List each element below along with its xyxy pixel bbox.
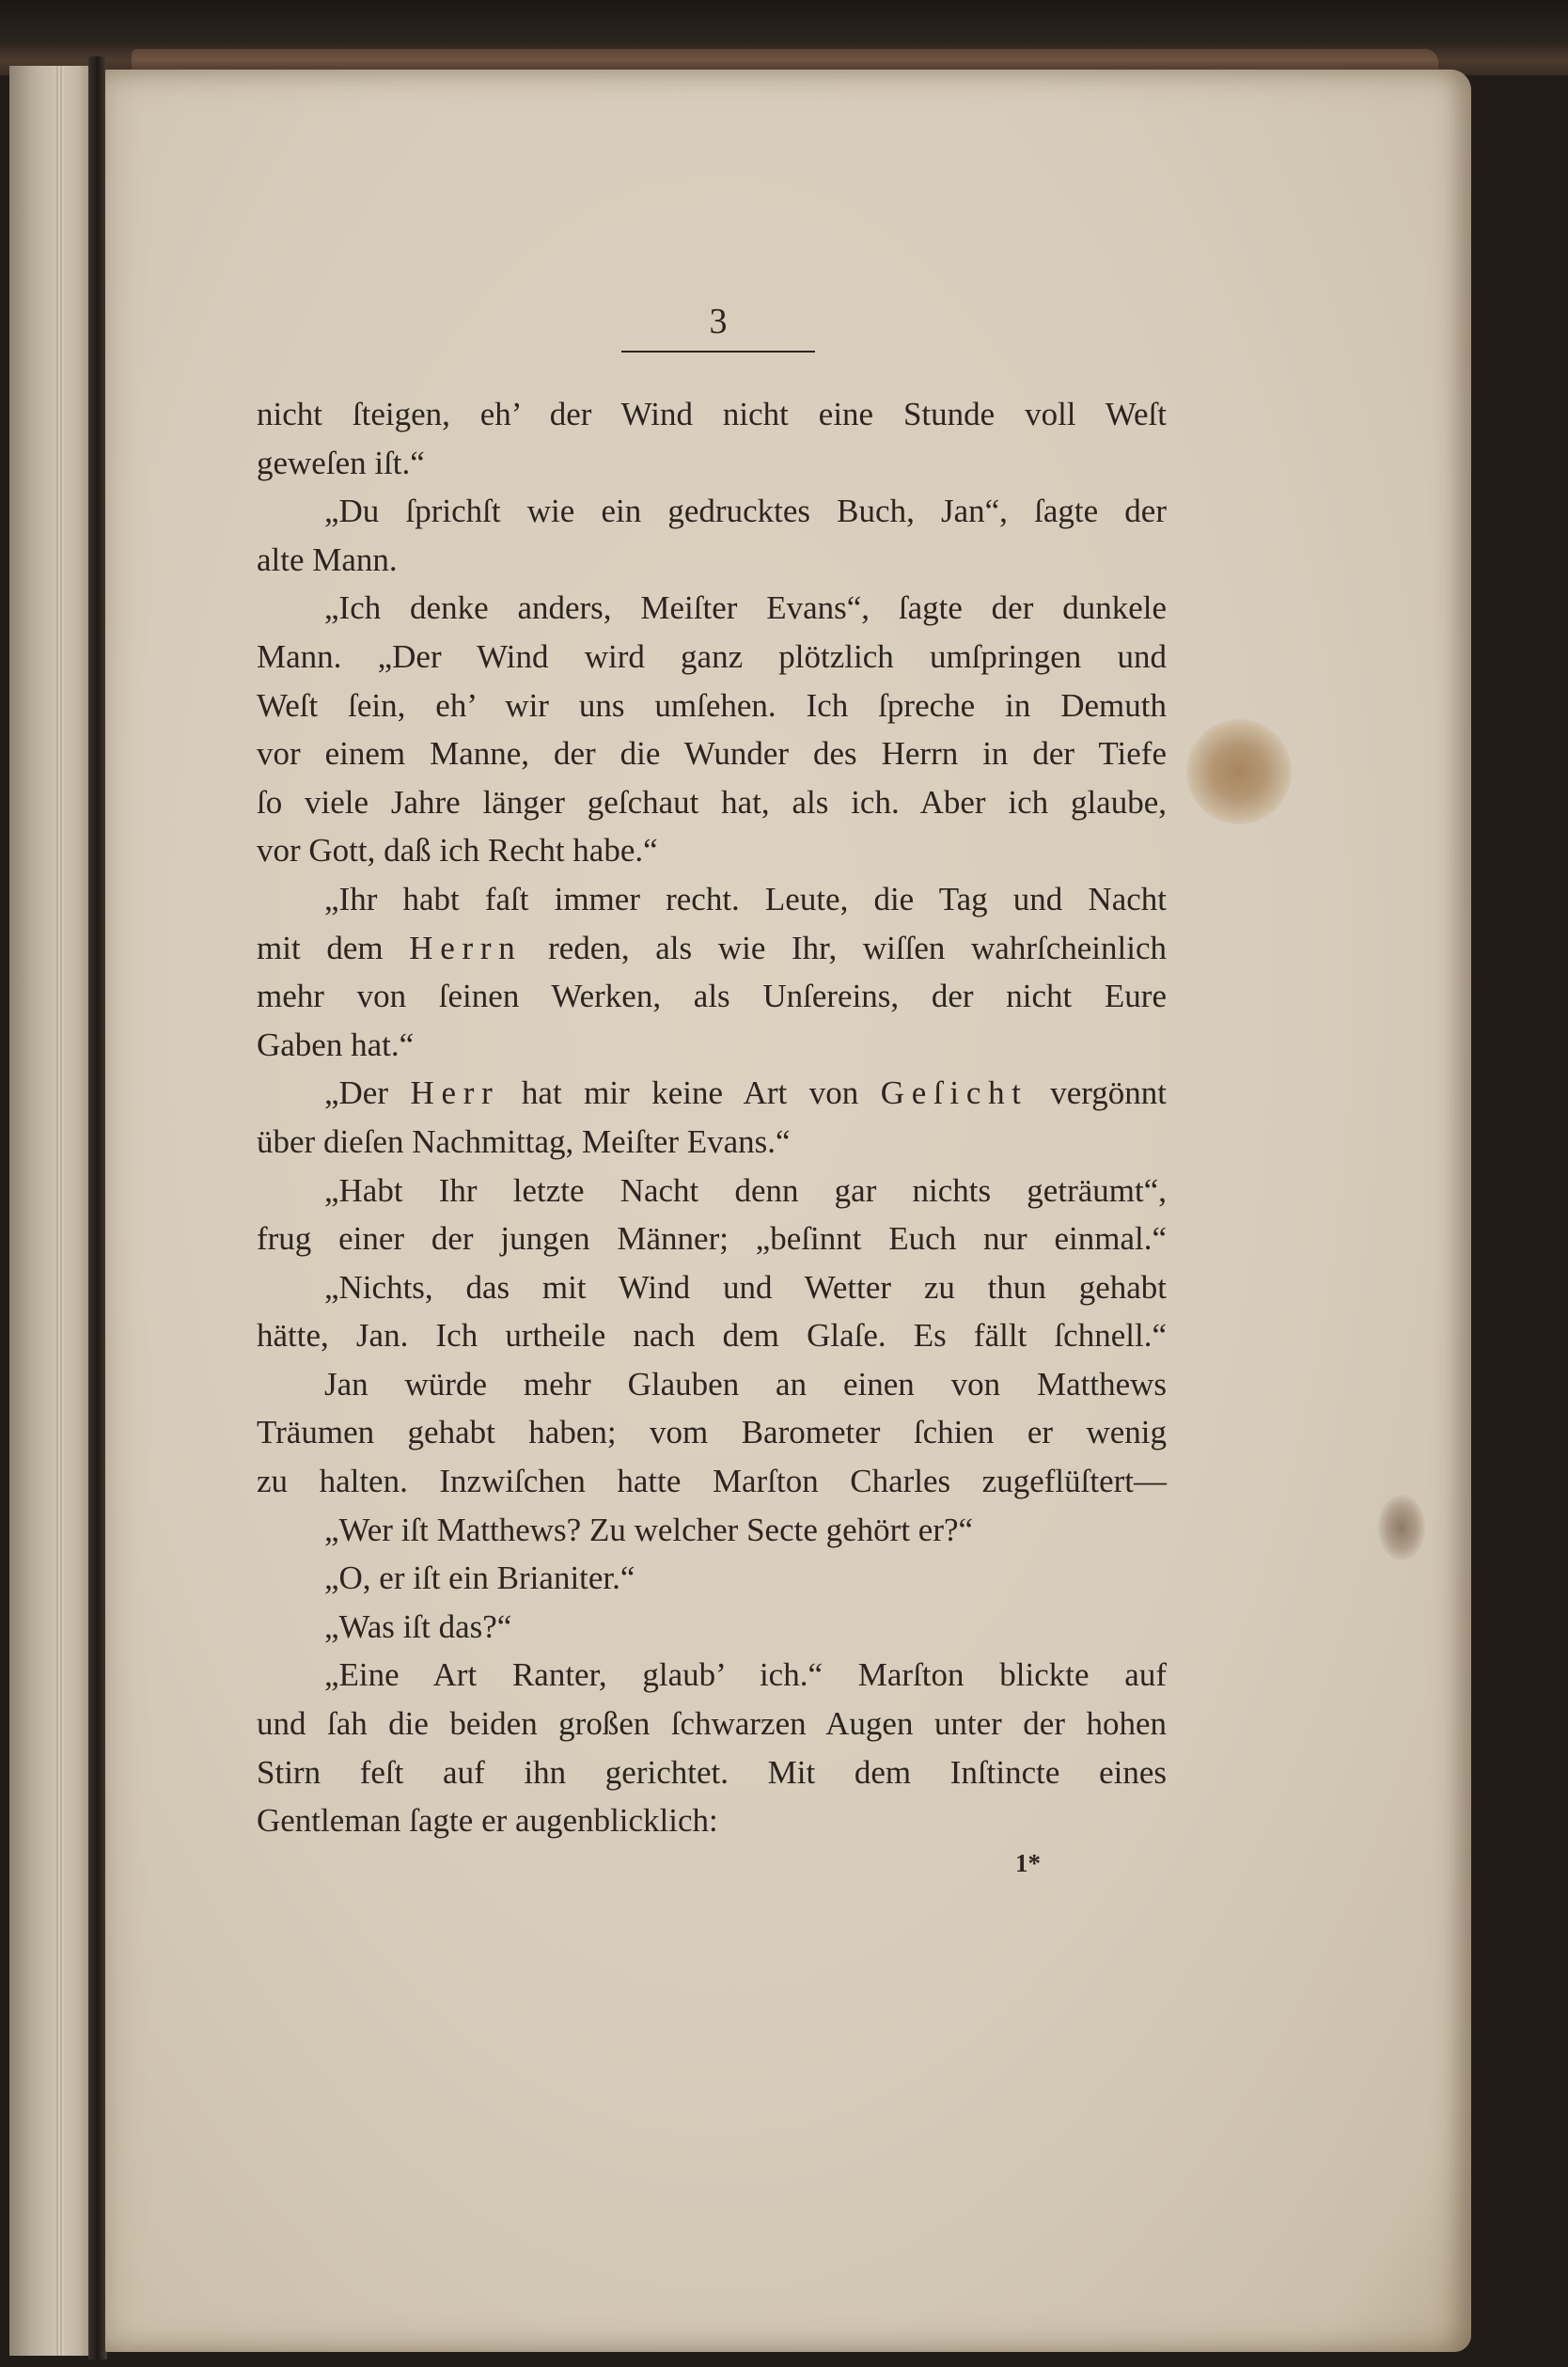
text-segment: hat mir keine Art von [499, 1074, 881, 1112]
signature-mark: 1* [1015, 1849, 1041, 1877]
text-line: „Eine Art Ranter, glaub’ ich.“ Marſton blickte auf [324, 1656, 1167, 1694]
text-line: „Habt Ihr letzte Nacht denn gar nichts geträumt“, [324, 1171, 1167, 1209]
text-line: Gaben hat.“ [257, 1026, 415, 1063]
text-line: „Nichts, das mit Wind und Wetter zu thun gehabt [324, 1268, 1167, 1306]
text-line: frug einer der jungen Männer; „beſinnt Euch nur einmal.“ [257, 1220, 1167, 1258]
text-line: ſo viele Jahre länger geſchaut hat, als ich. Aber ich glaube, [257, 783, 1167, 821]
text-line: nicht ſteigen, eh’ der Wind nicht eine Stunde voll Weſt [257, 396, 1167, 432]
text-line: Gentleman ſagte er augenblicklich: [257, 1802, 718, 1840]
text-line: zu halten. Inzwiſchen hatte Marſton Charles zugeflüſtert— [257, 1463, 1167, 1500]
text-line [257, 924, 1167, 973]
text-line: geweſen iſt.“ [257, 444, 425, 481]
text-line: „O, er iſt ein Brianiter.“ [324, 1560, 635, 1597]
text-line: Jan würde mehr Glauben an einen von Matthews [324, 1365, 1167, 1403]
text-line: vor einem Manne, der die Wunder des Herrn in der Tiefe [257, 735, 1167, 773]
text-line: „Was iſt das?“ [324, 1607, 512, 1645]
spaced-word: Herrn [409, 929, 523, 966]
text-line: vor Gott, daß ich Recht habe.“ [257, 832, 658, 870]
text-line: „Ihr habt faſt immer recht. Leute, die Tag und Nacht [324, 880, 1167, 917]
text-line: und ſah die beiden großen ſchwarzen Augen unter der hohen [257, 1705, 1167, 1743]
text-line: Weſt ſein, eh’ wir uns umſehen. Ich ſpreche in Demuth [257, 686, 1167, 724]
text-line: „Wer iſt Matthews? Zu welcher Secte gehört er?“ [324, 1511, 974, 1548]
paper-stain [1378, 1495, 1425, 1560]
text-line: „Du ſprichſt wie ein gedrucktes Buch, Jan“, ſagte der [324, 493, 1167, 530]
spaced-word: Herr [410, 1074, 500, 1112]
text-segment: „Der [324, 1074, 411, 1112]
text-line: hätte, Jan. Ich urtheile nach dem Glaſe. Es fällt ſchnell.“ [257, 1317, 1167, 1355]
text-line: „Ich denke anders, Meiſter Evans“, ſagte der dunkele [324, 589, 1167, 627]
spaced-word: Geſicht [880, 1074, 1028, 1112]
page-number-rule [621, 351, 815, 353]
left-page-edge [9, 66, 90, 2356]
binding-edge [132, 49, 1438, 71]
text-segment: mit dem [257, 929, 410, 966]
body-text [257, 390, 1167, 1845]
page-stack-edges [56, 66, 64, 2356]
text-segment: vergönnt [1027, 1074, 1167, 1112]
text-line: Träumen gehabt haben; vom Barometer ſchien er wenig [257, 1414, 1167, 1451]
text-line: alte Mann. [257, 541, 398, 578]
text-line: über dieſen Nachmittag, Meiſter Evans.“ [257, 1122, 791, 1160]
page-number: 3 [709, 302, 728, 341]
text-line: Stirn feſt auf ihn gerichtet. Mit dem Inſtincte eines [257, 1753, 1167, 1791]
text-line: Mann. „Der Wind wird ganz plötzlich umſpringen und [257, 637, 1167, 675]
text-line: mehr von ſeinen Werken, als Unſereins, der nicht Eure [257, 978, 1167, 1015]
text-line [257, 1069, 1167, 1118]
paper-stain [1186, 719, 1292, 824]
text-segment: reden, als wie Ihr, wiſſen wahrſcheinlich [522, 929, 1167, 966]
book-gutter [88, 56, 107, 2359]
